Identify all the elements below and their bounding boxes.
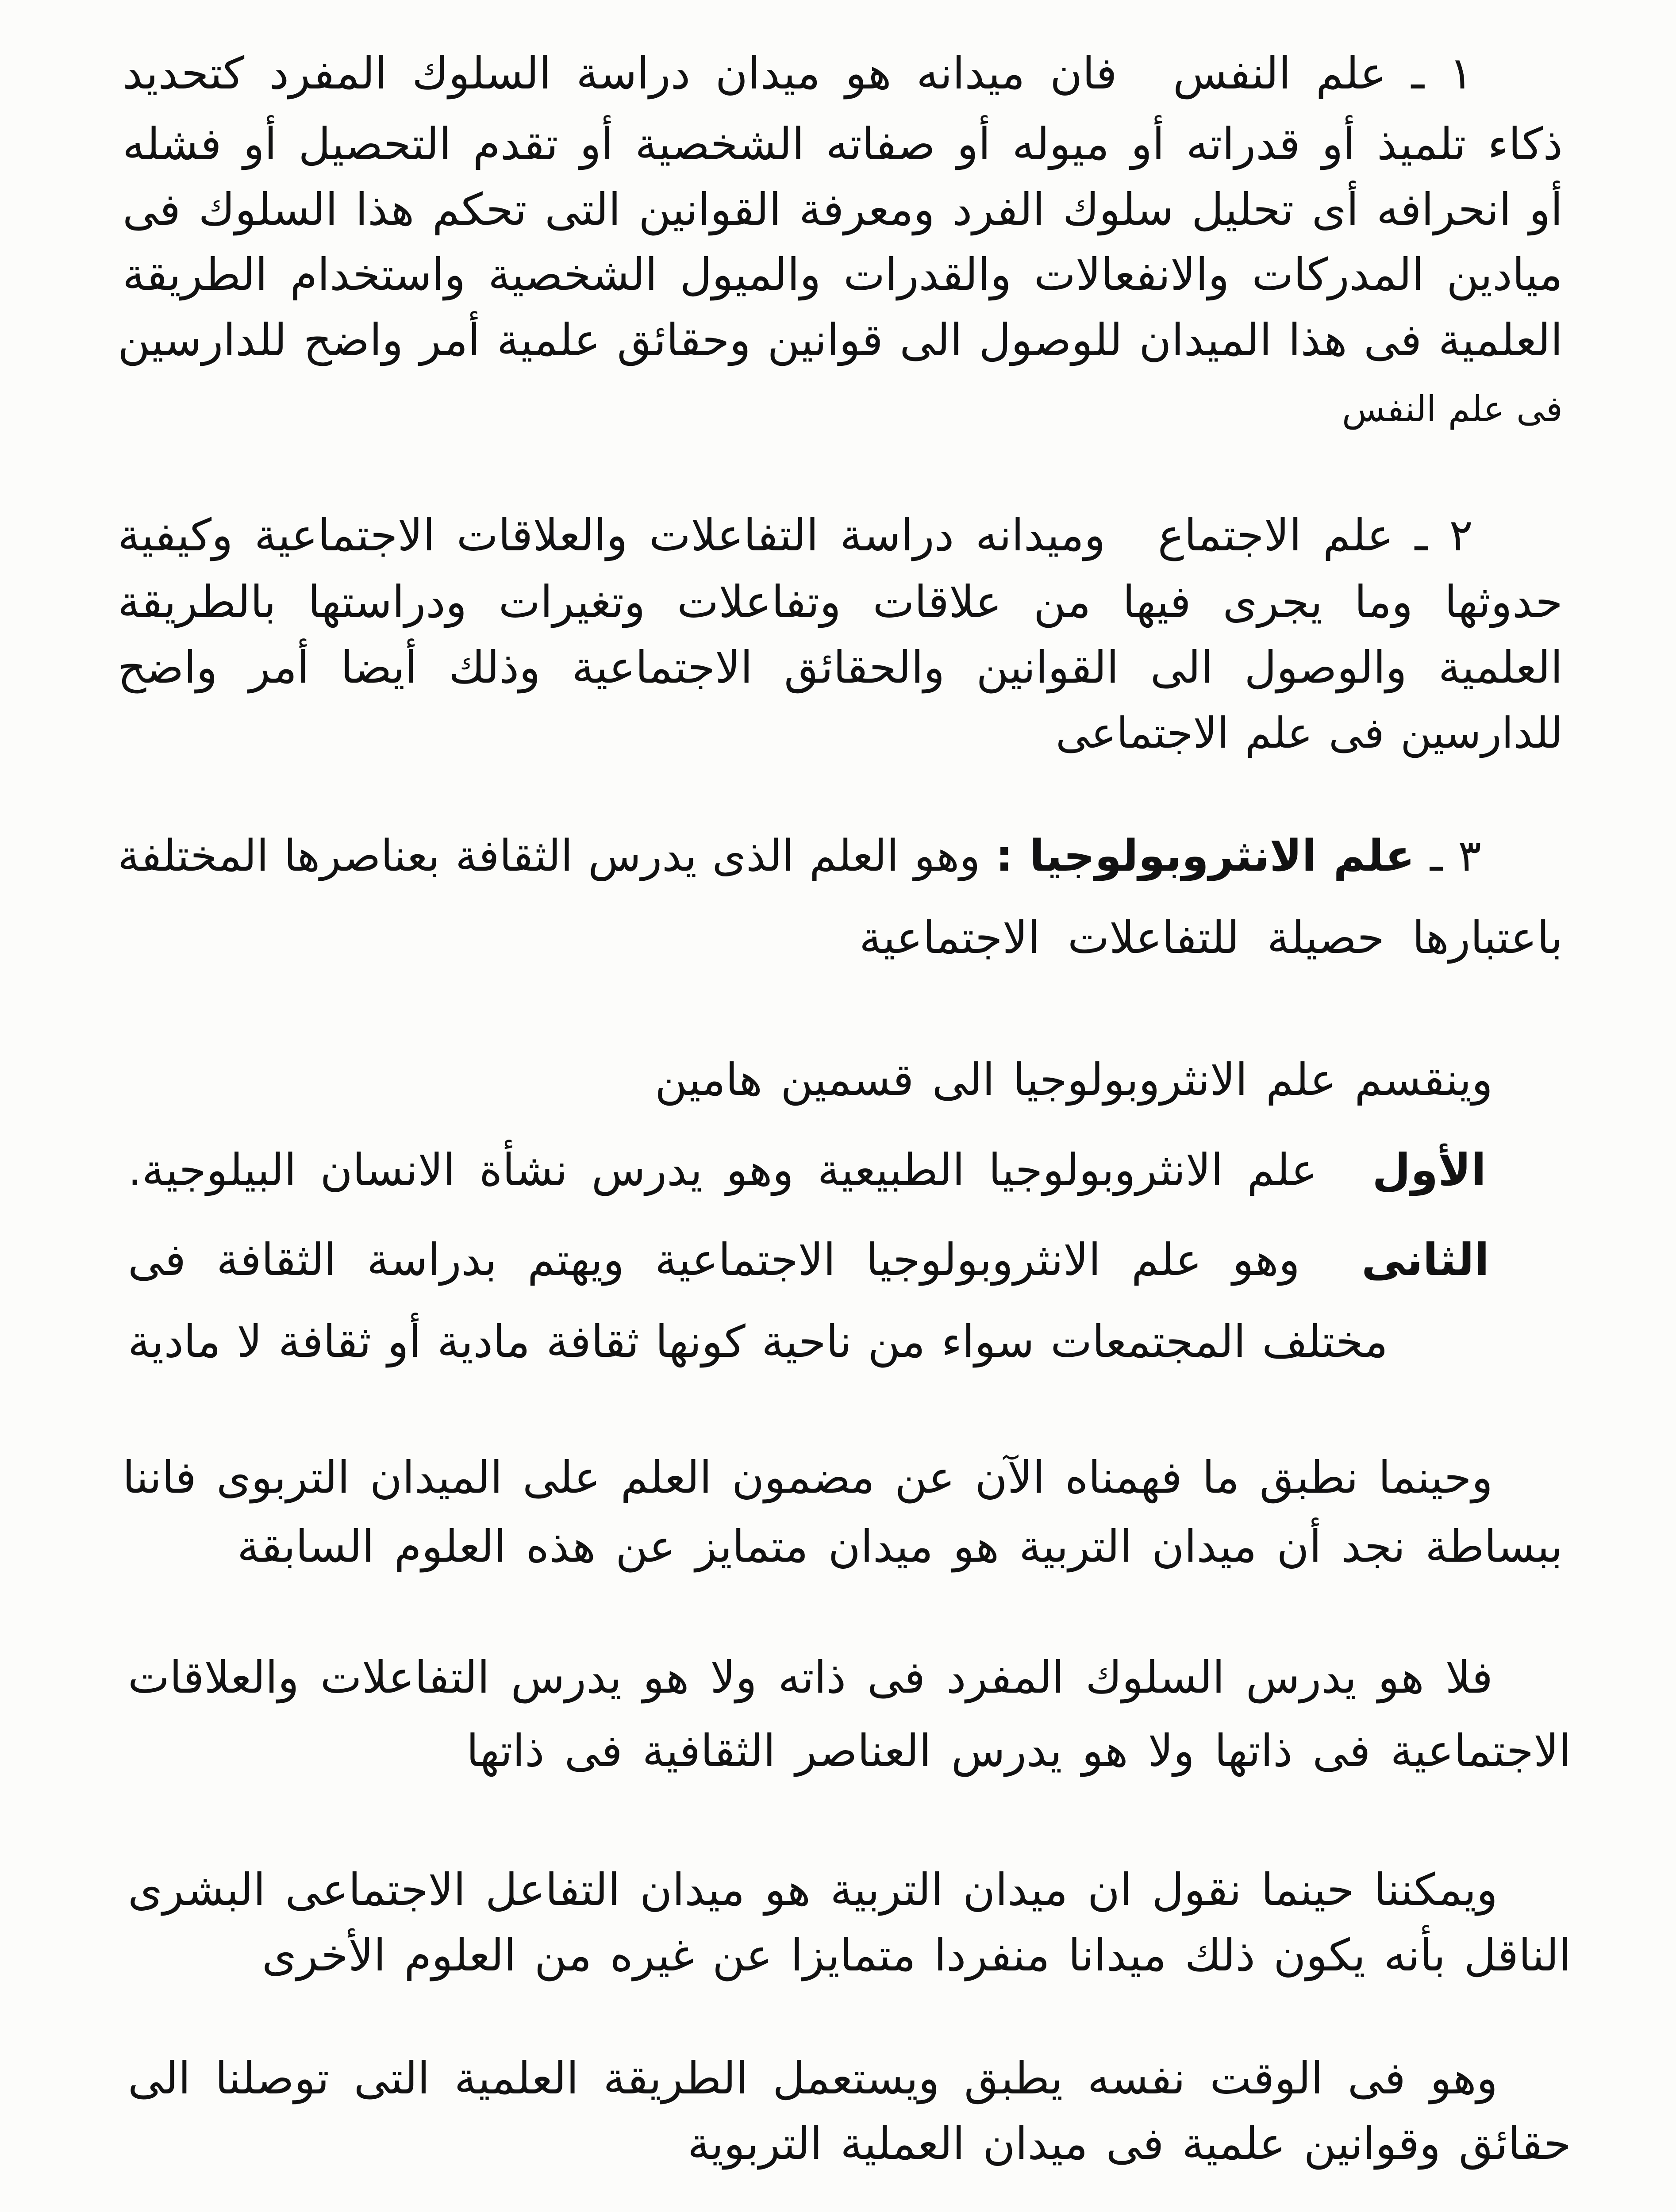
section-number: ١ ـ	[1411, 47, 1473, 99]
text-line: وحينما نطبق ما فهمناه الآن عن مضمون العلم على الميدان التربوى فاننا	[123, 1452, 1493, 1503]
line-text: وهو علم الانثروبولوجيا الاجتماعية ويهتم بدراسة الثقافة فى	[128, 1234, 1300, 1286]
text-line: حدوثها وما يجرى فيها من علاقات وتفاعلات وتغيرات ودراستها بالطريقة	[118, 576, 1563, 628]
text-line: أو انحرافه أى تحليل سلوك الفرد ومعرفة القوانين التى تحكم هذا السلوك فى	[123, 184, 1563, 235]
branch-label: الثانى	[1361, 1234, 1489, 1286]
line-text: وهو العلم الذى يدرس الثقافة بعناصرها المختلفة	[118, 831, 980, 881]
text-line: وهو فى الوقت نفسه يطبق ويستعمل الطريقة العلمية التى توصلنا الى	[128, 2052, 1498, 2104]
text-line	[123, 42, 1473, 104]
text-line: ببساطة نجد أن ميدان التربية هو ميدان متمايز عن هذه العلوم السابقة	[237, 1521, 1563, 1572]
text-line: فلا هو يدرس السلوك المفرد فى ذاته ولا هو يدرس التفاعلات والعلاقات	[128, 1651, 1493, 1703]
text-line: الاجتماعية فى ذاتها ولا هو يدرس العناصر الثقافية فى ذاتها	[466, 1725, 1571, 1777]
text-line	[128, 1229, 1489, 1291]
text-line: العلمية فى هذا الميدان للوصول الى قوانين وحقائق علمية أمر واضح للدارسين	[118, 314, 1563, 366]
line-text: علم الانثروبولوجيا الطبيعية وهو يدرس نشأة الانسان البيلوجية.	[128, 1144, 1318, 1196]
text-line: حقائق وقوانين علمية فى ميدان العملية التربوية	[688, 2118, 1571, 2170]
section-number: ٣ ـ	[1430, 831, 1481, 881]
branch-label: الأول	[1372, 1144, 1486, 1196]
line-text: فان ميدانه هو ميدان دراسة السلوك المفرد كتحديد	[123, 47, 1117, 99]
text-line: الناقل بأنه يكون ذلك ميدانا منفردا متمايزا عن غيره من العلوم الأخرى	[262, 1929, 1571, 1981]
section-heading: علم الاجتماع	[1157, 509, 1394, 561]
text-line: ذكاء تلميذ أو قدراته أو ميوله أو صفاته الشخصية أو تقدم التحصيل أو فشله	[123, 118, 1563, 170]
text-line: العلمية والوصول الى القوانين والحقائق الاجتماعية وذلك أيضا أمر واضح	[118, 641, 1563, 693]
section-heading: علم النفس	[1173, 47, 1387, 99]
text-line	[128, 1139, 1486, 1201]
text-line: وينقسم علم الانثروبولوجيا الى قسمين هامين	[655, 1054, 1493, 1106]
text-line	[118, 825, 1481, 887]
text-line: ويمكننا حينما نقول ان ميدان التربية هو ميدان التفاعل الاجتماعى البشرى	[128, 1864, 1498, 1916]
section-heading: علم الانثروبولوجيا :	[996, 831, 1415, 881]
section-number: ٢ ـ	[1415, 509, 1473, 561]
text-line: باعتبارها حصيلة للتفاعلات الاجتماعية	[859, 912, 1563, 964]
text-line	[118, 504, 1473, 566]
line-text: وميدانه دراسة التفاعلات والعلاقات الاجتماعية وكيفية	[118, 509, 1106, 561]
text-line: ميادين المدركات والانفعالات والقدرات والميول الشخصية واستخدام الطريقة	[123, 249, 1563, 300]
text-line: مختلف المجتمعات سواء من ناحية كونها ثقافة مادية أو ثقافة لا مادية	[128, 1316, 1388, 1367]
text-line: فى علم النفس	[1342, 388, 1563, 430]
text-line: للدارسين فى علم الاجتماعى	[1056, 708, 1563, 758]
